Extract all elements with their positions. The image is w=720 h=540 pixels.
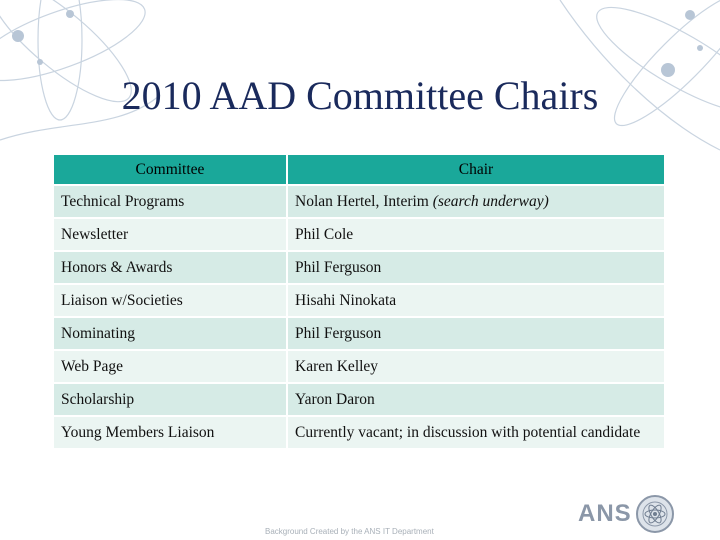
committee-cell: Scholarship: [54, 384, 288, 417]
committee-cell: Young Members Liaison: [54, 417, 288, 450]
committee-cell: Honors & Awards: [54, 252, 288, 285]
table-row: [54, 351, 666, 384]
ans-logo-text: ANS: [578, 500, 632, 527]
table-row: [54, 318, 666, 351]
header-chair: Chair: [288, 155, 666, 186]
chair-cell: Phil Ferguson: [288, 318, 666, 351]
committee-cell: Web Page: [54, 351, 288, 384]
table-row: [54, 219, 666, 252]
committee-chairs-table: [54, 155, 666, 450]
chair-cell: Karen Kelley: [288, 351, 666, 384]
table-row: [54, 384, 666, 417]
committee-cell: Liaison w/Societies: [54, 285, 288, 318]
table-row: [54, 186, 666, 219]
table-header-row: [54, 155, 666, 186]
ans-seal-icon: [628, 494, 682, 534]
chair-cell: Phil Ferguson: [288, 252, 666, 285]
header-committee: Committee: [54, 155, 288, 186]
chair-note: (search underway): [432, 193, 549, 210]
chair-cell: Yaron Daron: [288, 384, 666, 417]
chair-name: Nolan Hertel, Interim: [295, 193, 433, 210]
table-row: [54, 417, 666, 450]
committee-cell: Newsletter: [54, 219, 288, 252]
slide-title: 2010 AAD Committee Chairs: [121, 73, 599, 118]
committee-cell: Technical Programs: [54, 186, 288, 219]
footer-credit: Background Created by the ANS IT Department: [265, 527, 434, 536]
chair-cell: Currently vacant; in discussion with potential candidate: [288, 417, 666, 450]
table-row: [54, 252, 666, 285]
table-row: [54, 285, 666, 318]
committee-cell: Nominating: [54, 318, 288, 351]
chair-cell: [288, 186, 666, 219]
chair-cell: Hisahi Ninokata: [288, 285, 666, 318]
chair-cell: Phil Cole: [288, 219, 666, 252]
